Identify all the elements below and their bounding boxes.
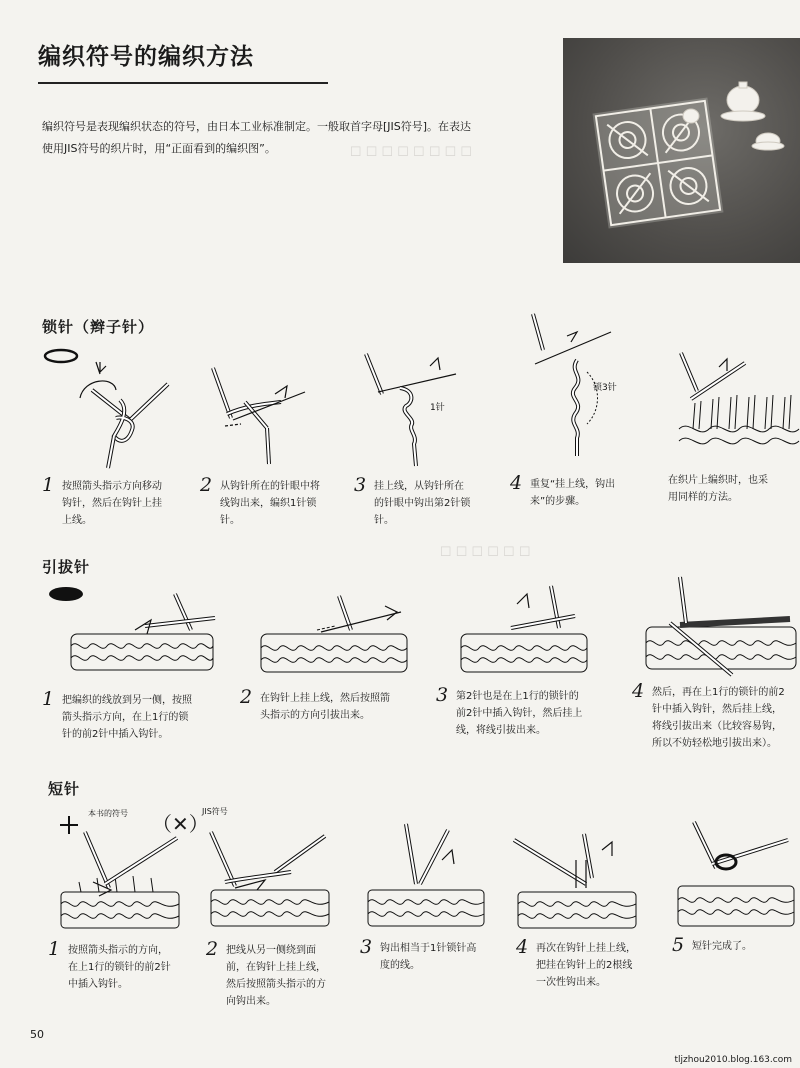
jis-cross-symbol: （✕）: [152, 812, 209, 836]
step-number: 4: [632, 680, 645, 702]
three-stitch-label: 锁3针: [593, 383, 617, 393]
step-text: 在织片上编织时，也采 用同样的方法。: [668, 475, 768, 503]
single-illustration-2: [205, 828, 335, 938]
slip-step-3: [436, 684, 626, 739]
slip-illustration-4: [640, 575, 800, 680]
single-step-3: [360, 936, 510, 974]
footer-url: tljzhou2010.blog.163.com: [674, 1055, 792, 1065]
step-number: 1: [42, 688, 55, 710]
single-step-1: [48, 938, 198, 993]
bleed-through-text: ☐ ☐ ☐ ☐ ☐ ☐ ☐ ☐: [350, 145, 473, 160]
book-symbol-label: 本书的符号: [88, 809, 128, 818]
chain-step-3: [354, 474, 504, 529]
slip-section-title: 引拔针: [42, 558, 91, 576]
single-step-2: [206, 938, 356, 1010]
slip-step-1: [42, 688, 237, 743]
chain-illustration-5: [675, 345, 800, 460]
step-text: 在钩针上挂上线，然后按照箭 头指示的方向引拔出来。: [260, 693, 390, 721]
step-number: 2: [240, 686, 253, 708]
chain-step-4: [510, 472, 660, 510]
jis-symbol-label: JIS符号: [202, 807, 228, 816]
step-text: 短针完成了。: [692, 941, 752, 952]
step-text: 第2针也是在上1行的锁针的 前2针中插入钩针，然后挂上 线，将线引拔出来。: [456, 691, 583, 736]
bleed-through-text-2: ☐ ☐ ☐ ☐ ☐ ☐: [440, 545, 531, 560]
chain-illustration-4: [515, 310, 625, 460]
chain-step-2: [200, 474, 350, 529]
step-text: 按照箭头指示方向移动 钩针，然后在钩针上挂 上线。: [62, 481, 162, 526]
step-text: 从钩针所在的针眼中将 线钩出来，编织1针锁 针。: [220, 481, 320, 526]
step-number: 3: [354, 474, 367, 496]
step-number: 3: [436, 684, 449, 706]
single-step-4: [516, 936, 666, 991]
page-title: 编织符号的编织方法: [38, 44, 254, 70]
page-number: 50: [30, 1028, 44, 1041]
step-text: 钩出相当于1针锁针高 度的线。: [380, 943, 477, 971]
single-illustration-5: [672, 820, 800, 938]
single-step-5: [672, 934, 800, 956]
title-divider: [38, 82, 328, 84]
chain-illustration-3: [360, 348, 470, 468]
doily-image: [563, 38, 800, 263]
slip-illustration-2: [255, 592, 415, 682]
step-number: 1: [48, 938, 61, 960]
step-number: 4: [510, 472, 523, 494]
step-text: 然后，再在上1行的锁针的前2 针中插入钩针，然后挂上线， 将线引拔出来（比较容易钩， 所以不妨轻松地引拔出来）。: [652, 687, 785, 749]
slip-step-2: [240, 686, 435, 724]
single-illustration-3: [362, 820, 492, 938]
intro-paragraph: [42, 116, 532, 160]
step-text: 把编织的线放到另一侧，按照 箭头指示方向，在上1行的锁 针的前2针中插入钩针。: [62, 695, 192, 740]
step-number: 2: [200, 474, 213, 496]
chain-illustration-1: [70, 360, 180, 470]
step-number: 5: [672, 934, 685, 956]
step-text: 按照箭头指示的方向， 在上1行的锁针的前2针 中插入钩针。: [68, 945, 171, 990]
intro-line-1: 编织符号是表现编织状态的符号，由日本工业标准制定。一般取首字母[JIS符号]。在表达: [42, 120, 472, 133]
step-number: 4: [516, 936, 529, 958]
step-text: 挂上线，从钩针所在 的针眼中钩出第2针锁 针。: [374, 481, 471, 526]
single-illustration-1: [55, 828, 185, 938]
intro-line-2: 使用JIS符号的织片时，用“正面看到的编织图”。: [42, 142, 276, 155]
step-number: 2: [206, 938, 219, 960]
one-stitch-label: 1针: [430, 403, 445, 413]
slip-illustration-3: [455, 582, 595, 682]
step-number: 1: [42, 474, 55, 496]
single-illustration-4: [512, 830, 642, 940]
step-number: 3: [360, 936, 373, 958]
chain-illustration-2: [205, 358, 315, 468]
chain-step-1: [42, 474, 192, 529]
single-section-title: 短针: [48, 780, 81, 798]
step-text: 重复“挂上线，钩出 来”的步骤。: [530, 479, 616, 507]
step-text: 再次在钩针上挂上线， 把挂在钩针上的2根线 一次性钩出来。: [536, 943, 636, 988]
chain-section-title: 锁针（辫子针）: [42, 318, 155, 336]
slip-step-4: [632, 680, 800, 752]
doily-photo: [563, 38, 800, 263]
slip-illustration-1: [65, 590, 225, 680]
step-text: 把线从另一侧绕到面 前，在钩针上挂上线， 然后按照箭头指示的方 向钩出来。: [226, 945, 326, 1007]
chain-step-5: [668, 472, 800, 506]
